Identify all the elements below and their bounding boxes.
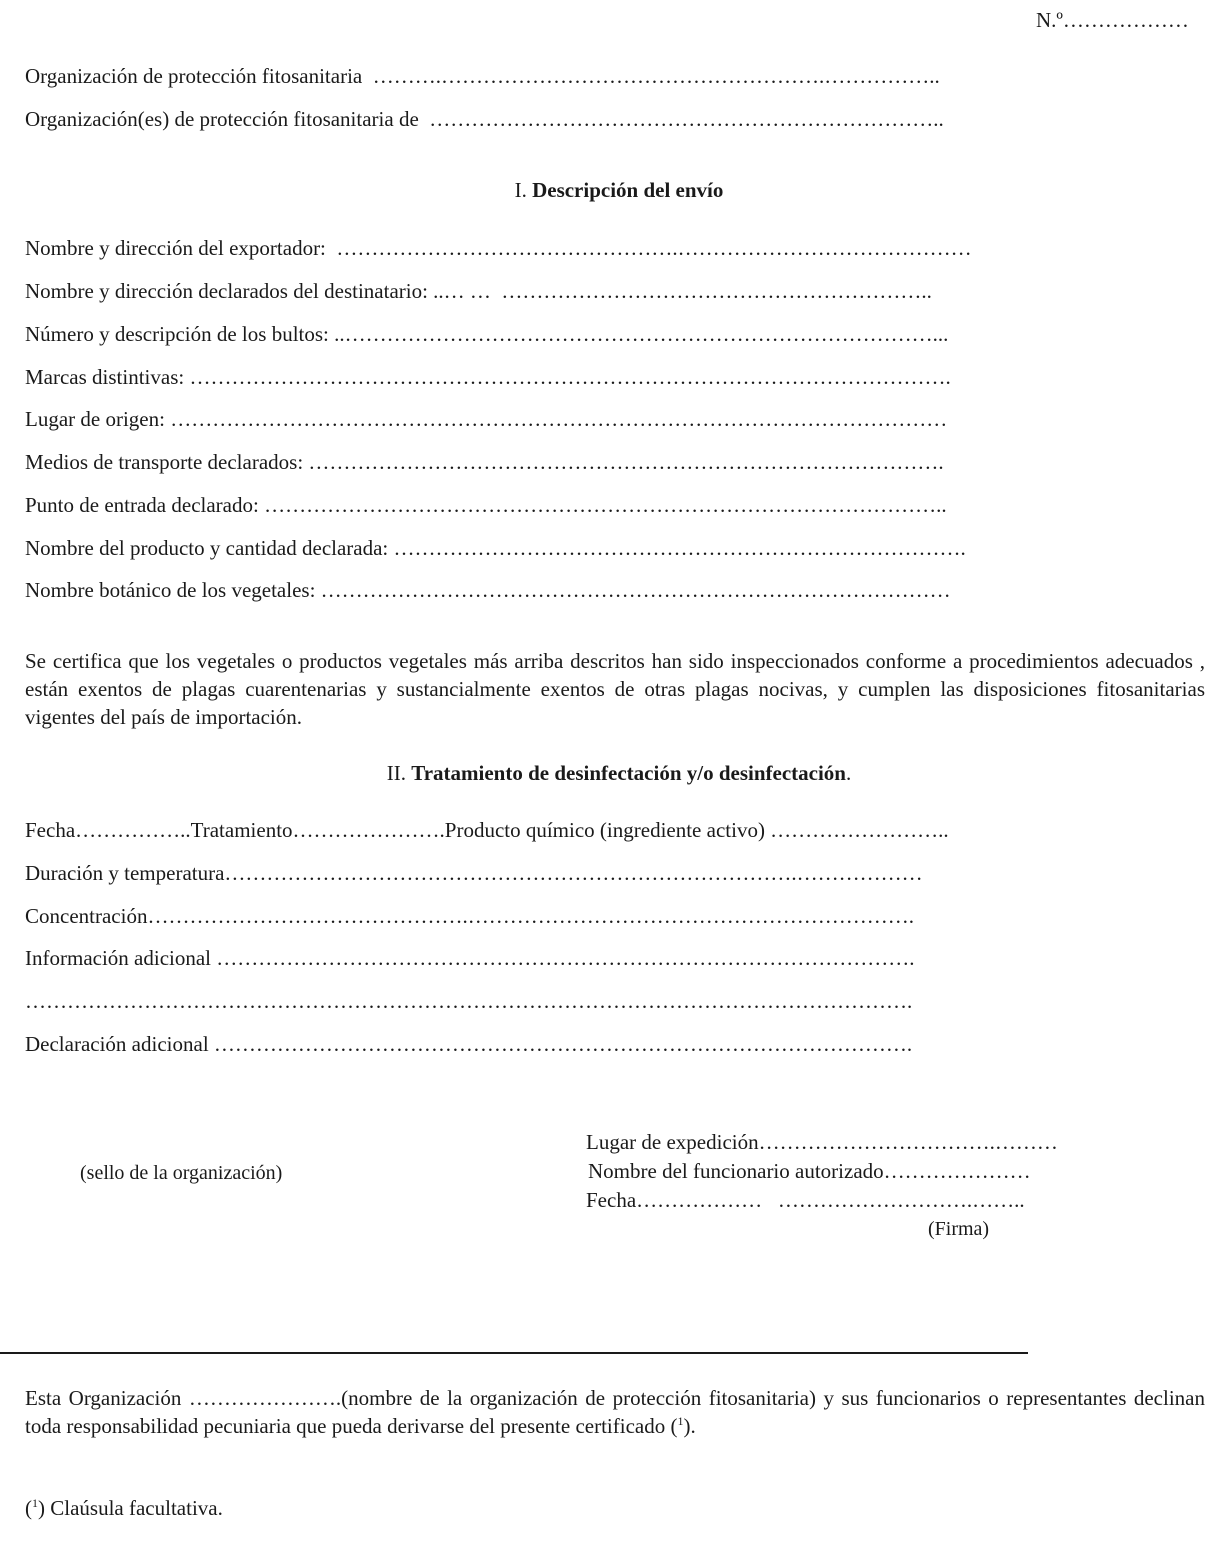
duration-temperature-field: Duración y temperatura……………………………………………………………………….……………… (25, 861, 923, 885)
additional-declaration-field: Declaración adicional ………………………………………………………………………………………. (25, 1032, 913, 1056)
issue-date-field: Fecha……………… ……………………….…….. (586, 1188, 1025, 1212)
section-2-numeral: II. (386, 761, 412, 785)
authorized-official-field: Nombre del funcionario autorizado………………… (588, 1159, 1031, 1183)
certification-text: Se certifica que los vegetales o productos vegetales más arriba descritos han sido inspeccionados conforme a procedimientos adecuados , están exentos de plagas cuarentenarias y sustancialmente exentos de otras plagas nocivas, y cumplen las disposiciones fitosanitarias vigentes del país de importación. (25, 649, 1205, 729)
importing-organization-field: Organización(es) de protección fitosanitaria de ……………………………………………………………….. (25, 107, 944, 131)
product-quantity-field: Nombre del producto y cantidad declarada: ………………………………………………………………………. (25, 536, 966, 560)
footer-divider (0, 1352, 1028, 1354)
entry-point-field: Punto de entrada declarado: …………………………………………………………………………………….. (25, 493, 947, 517)
section-1-numeral: I. (514, 178, 533, 202)
footnote-text: ) Claúsula facultativa. (38, 1496, 223, 1520)
certificate-number: N.º……………… (1036, 8, 1189, 32)
footnote (25, 1498, 223, 1519)
section-1-heading: Descripción del envío (532, 178, 724, 202)
footnote-mark: 1 (32, 1496, 38, 1510)
concentration-field: Concentración……………………………………….………………………………………………………. (25, 904, 914, 928)
section-1-title (12, 180, 1214, 201)
packages-field: Número y descripción de los bultos: ..…………………………………………………………………………... (25, 322, 949, 346)
section-2-title-end: . (845, 761, 852, 785)
disclaimer-end: ). (683, 1414, 696, 1438)
additional-info-continuation: ………………………………………………………………………………………………………………. (25, 989, 913, 1013)
footnote-open: ( (25, 1496, 32, 1520)
marks-field: Marcas distintivas: ………………………………………………………………………………………………. (25, 365, 951, 389)
origin-field: Lugar de origen: ………………………………………………………………………………………………… (25, 407, 948, 431)
liability-disclaimer (25, 1384, 1205, 1440)
transport-field: Medios de transporte declarados: ………………………………………………………………………………. (25, 450, 944, 474)
signature-label: (Firma) (928, 1218, 990, 1240)
exporting-organization-field: Organización de protección fitosanitaria ……….……………………………………………….…………….. (25, 64, 940, 88)
place-of-issue-field: Lugar de expedición…………………………….……… (586, 1130, 1058, 1154)
consignee-field: Nombre y dirección declarados del destinatario: ..… … …………………………………………………….. (25, 279, 932, 303)
footnote-reference: 1 (677, 1414, 684, 1428)
additional-info-field: Información adicional ………………………………………………………………………………………. (25, 946, 915, 970)
section-2-heading: Tratamiento de desinfectación y/o desinfectación (411, 761, 846, 785)
disclaimer-text: Esta Organización ………………….(nombre de la organización de protección fitosanitaria) y sus funcionarios o representantes declinan toda responsabilidad pecuniaria que pueda derivarse del presente certificado ( (25, 1386, 1205, 1438)
treatment-field: Fecha……………..Tratamiento………………….Producto químico (ingrediente activo) …………………….. (25, 818, 949, 842)
exporter-field: Nombre y dirección del exportador: ………………………………………….…………………………………… (25, 236, 972, 260)
botanical-name-field: Nombre botánico de los vegetales: ……………………………………………………………………………… (25, 578, 951, 602)
organization-stamp-label: (sello de la organización) (80, 1162, 283, 1184)
section-2-title (12, 763, 1214, 784)
